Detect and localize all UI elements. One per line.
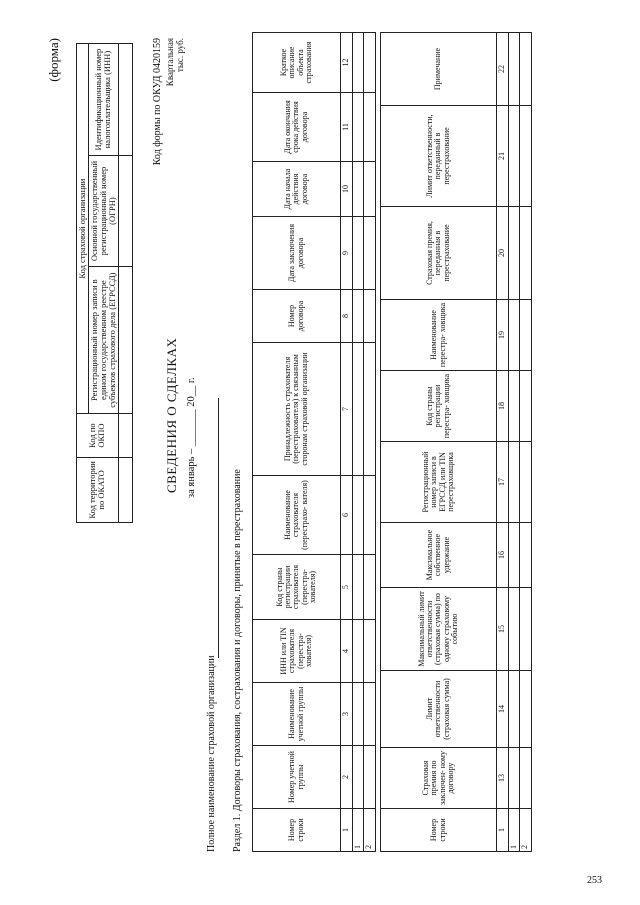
t1-num: 11	[341, 92, 353, 161]
t2-num: 21	[497, 105, 509, 206]
t2-header-3: Лимит ответственности (страховая сумма)	[381, 670, 497, 747]
t1-num: 2	[341, 745, 353, 808]
org-name-line	[218, 398, 219, 658]
t1-num: 4	[341, 619, 353, 682]
t1-num: 10	[341, 161, 353, 216]
t2-num: 16	[497, 522, 509, 587]
t1-header-1: Номер строки	[253, 808, 341, 851]
t2-num: 22	[497, 32, 509, 105]
org-name-label: Полное наименование страховой организации	[206, 654, 217, 852]
okpo-value	[118, 413, 132, 457]
t1-header-12: Краткое описание объекта страхования	[253, 32, 341, 92]
document-title: СВЕДЕНИЯ О СДЕЛКАХ	[164, 337, 179, 493]
okato-header: Код территории по ОКАТО	[77, 457, 119, 522]
t1-num: 9	[341, 216, 353, 289]
page-number: 253	[587, 874, 602, 886]
t1-header-11: Дата окончания срока действия договора	[253, 92, 341, 161]
ogrn-value	[118, 155, 132, 266]
t2-header-8: Наименование перестра- ховщика	[381, 299, 497, 370]
t1-num: 7	[341, 342, 353, 475]
t1-num: 1	[341, 808, 353, 851]
frequency-label: Квартальная	[165, 37, 175, 86]
okpo-header: Код по ОКПО	[77, 413, 119, 457]
t2-num: 15	[497, 587, 509, 670]
t1-header-9: Дата заключения договора	[253, 216, 341, 289]
form-label: (форма)	[46, 37, 61, 82]
t2-number-row	[497, 32, 509, 851]
t1-header-10: Дата начала действия договора	[253, 161, 341, 216]
t2-header-6: Регистрационный номер записи в ЕГРССД или TIN перестраховщика	[381, 441, 497, 522]
egrssd-value	[118, 266, 132, 413]
t2-num: 1	[497, 808, 509, 851]
t2-header-4: Максимальный лимит ответственности (страховая сумма) по одному страховому событию	[381, 587, 497, 670]
t1-num: 3	[341, 682, 353, 745]
t1-header-4: ИНН или TIN страхователя (перестра- хователя)	[253, 619, 341, 682]
inn-header: Идентификационный номер налогоплательщика (ИНН)	[88, 43, 118, 155]
codes-table	[76, 43, 133, 523]
t1-header-5: Код страны регистрации страхователя (перестра- хователя)	[253, 554, 341, 619]
inn-value	[118, 43, 132, 155]
t1-header-8: Номер договора	[253, 289, 341, 342]
table-row	[509, 32, 520, 851]
t2-num: 19	[497, 299, 509, 370]
table-row	[353, 32, 364, 851]
t2-num: 20	[497, 206, 509, 299]
table-row	[364, 32, 375, 851]
ogrn-header: Основной государственный регистрационный номер (ОГРН)	[88, 155, 118, 266]
t2-header-7: Код страны регистрации перестра- ховщика	[381, 370, 497, 441]
t2-num: 14	[497, 670, 509, 747]
t1-number-row	[341, 32, 353, 851]
t2-header-1: Номер строки	[381, 808, 497, 851]
t1-num: 8	[341, 289, 353, 342]
t2-header-5: Максимальное собственное удержание	[381, 522, 497, 587]
t2-header-10: Лимит ответственности, переданный в перестрахование	[381, 105, 497, 206]
t1-num: 5	[341, 554, 353, 619]
units-block	[166, 38, 186, 86]
t1-num: 6	[341, 475, 353, 554]
report-period: за январь – _______ 20__ г.	[186, 376, 197, 498]
t2-num: 17	[497, 441, 509, 522]
insurer-code-header: Код страховой организации	[77, 43, 89, 413]
row-number: 2	[364, 808, 375, 851]
t1-header-6: Наименование страхователя (перестрахо- вателя)	[253, 475, 341, 554]
row-number: 1	[509, 808, 520, 851]
t2-header-9: Страховая премия, переданная в перестрахование	[381, 206, 497, 299]
t1-num: 12	[341, 32, 353, 92]
t1-header-7: Принадлежность страхователя (перестрахователя) к связанным сторонам страховой организации	[253, 342, 341, 475]
rotated-form	[40, 28, 602, 886]
row-number: 2	[520, 808, 531, 851]
table-row	[520, 32, 531, 851]
okud-code: Код формы по ОКУД 0420159	[152, 37, 163, 165]
t1-header-3: Наименование учетной группы	[253, 682, 341, 745]
t2-num: 13	[497, 747, 509, 808]
t1-header-2: Номер учетной группы	[253, 745, 341, 808]
section-title: Раздел 1. Договоры страхования, сострахования и договоры, принятые в перестрахование	[232, 468, 243, 852]
section1-table	[252, 32, 376, 852]
okato-value	[118, 457, 132, 522]
t2-header-2: Страховая премия по заключен- ному договору	[381, 747, 497, 808]
units-label: тыс. руб.	[174, 37, 185, 72]
t2-header-11: Примечание	[381, 32, 497, 105]
section1-table-continued	[380, 32, 532, 852]
egrssd-header: Регистрационный номер записи в едином государственном реестре субъектов страхового дела (ЕГРССД)	[88, 266, 118, 413]
row-number: 1	[353, 808, 364, 851]
t2-num: 18	[497, 370, 509, 441]
